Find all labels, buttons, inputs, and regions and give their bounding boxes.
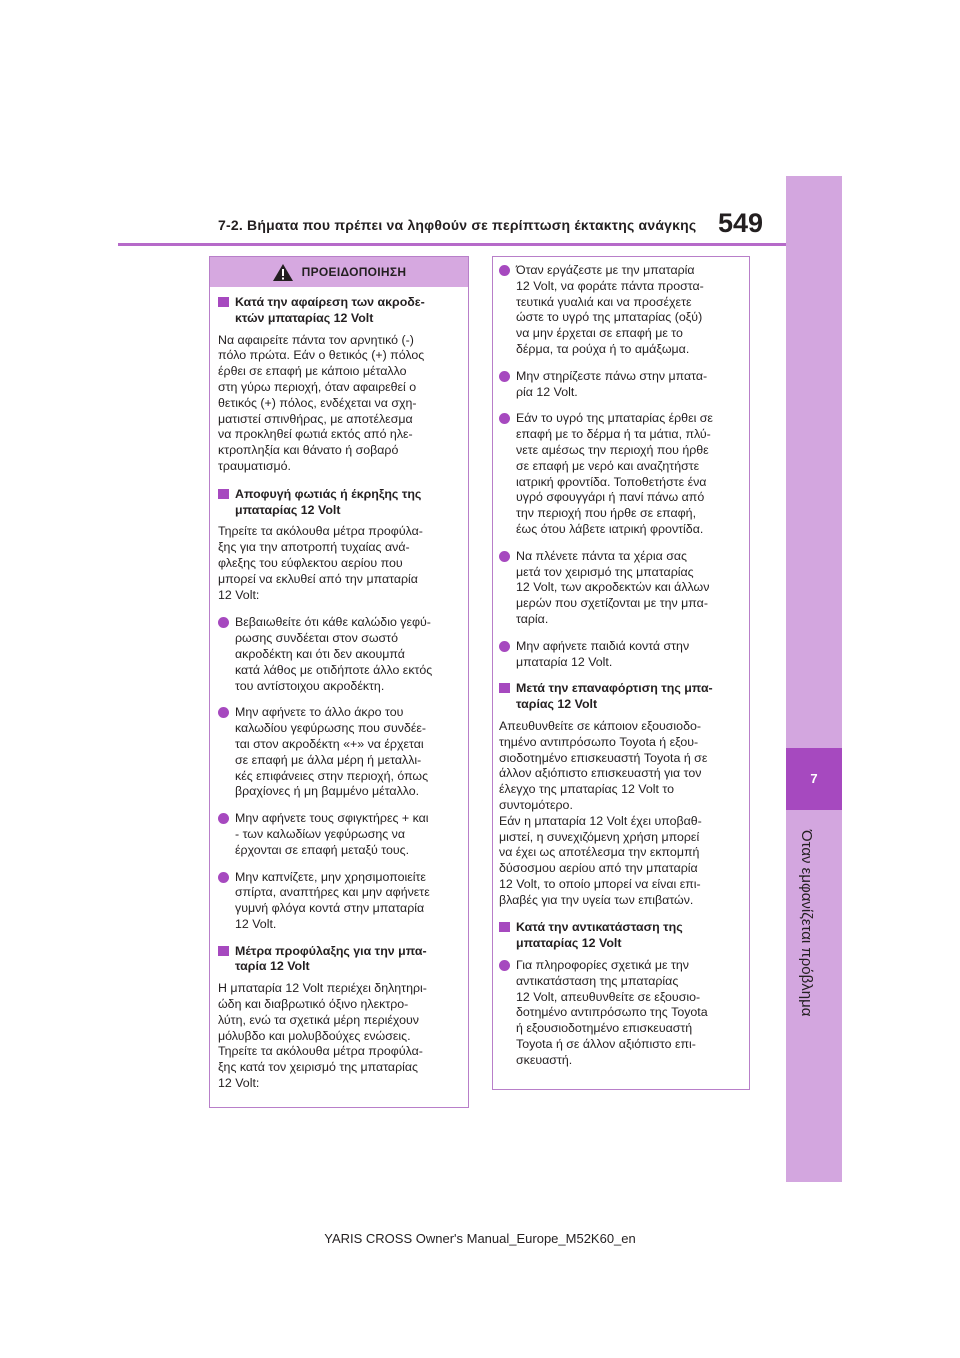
subheading-text: Αποφυγή φωτιάς ή έκρηξης της μπαταρίας 12 Volt [235,486,422,517]
circle-bullet-icon [218,872,229,883]
circle-bullet-icon [499,551,510,562]
subheading-text: Μέτρα προφύλαξης για την μπα- ταρία 12 Volt [235,943,427,974]
list-item [499,549,743,628]
list-item-text: Όταν εργάζεστε με την μπαταρία 12 Volt, να φοράτε πάντα προστα- τευτικά γυαλιά και να προσέχετε ώστε το υγρό της μπαταρίας (οξύ) να μην έρχεται σε επαφή με το δέρμα, τα ρούχα ή το αμάξωμα. [516,263,704,356]
subheading-text: Κατά την αντικατάσταση της μπαταρίας 12 Volt [516,920,683,951]
list-item [499,639,743,671]
paragraph: Τηρείτε τα ακόλουθα μέτρα προφύλα- ξης για την αποτροπή τυχαίας ανά- φλεξης του εύφλεκτου αερίου που μπορεί να εκλυθεί από την μπαταρία 12 Volt: [218,524,423,602]
warning-box-right [492,256,750,1090]
list-item-text: Για πληροφορίες σχετικά με την αντικατάσταση της μπαταρίας 12 Volt, απευθυνθείτε σε εξουσιο- δοτημένο αντιπρόσωπο της Toyota ή εξουσιοδοτημένο επισκευαστή Toyota ή σε άλλον αξιόπιστο επι- σκευαστή. [516,958,708,1067]
list-item [499,411,743,537]
paragraph: Να αφαιρείτε πάντα τον αρνητικό (-) πόλο πρώτα. Εάν ο θετικός (+) πόλος έρθει σε επαφή με κάποιο μέταλλο στη γύρω περιοχή, όταν αφαιρεθεί ο θετικός (+) πόλος, ενδέχεται να σχη- ματιστεί σπινθήρας, με αποτέλεσμα να προκληθεί φωτιά εκτός από ηλε- κτροπληξία και θάνατο ή σοβαρό τραυματισμό. [218,332,425,473]
square-bullet-icon [499,922,510,932]
page-number: 549 [718,208,764,238]
circle-bullet-icon [499,371,510,382]
warning-triangle-icon [272,263,294,282]
subheading [218,487,460,519]
warning-box-left [209,256,469,1108]
section-title: 7-2. Βήματα που πρέπει να ληφθούν σε περίπτωση έκτακτης ανάγκης [218,217,697,233]
circle-bullet-icon [218,617,229,628]
chapter-side-tab [786,176,842,1182]
chapter-number: 7 [786,748,842,810]
list-item [218,811,460,858]
paragraph: Η μπαταρία 12 Volt περιέχει δηλητηρι- ώδη και διαβρωτικό όξινο ηλεκτρο- λύτη, ενώ τα σχετικά μέρη περιέχουν μόλυβδο και μολυβδούχες ενώσεις. Τηρείτε τα ακόλουθα μέτρα προφύλα- ξης κατά τον χειρισμό της μπαταρίας 12 Volt: [218,981,427,1091]
circle-bullet-icon [218,707,229,718]
subheading-text: Μετά την επαναφόρτιση της μπα- ταρίας 12 Volt [516,681,713,712]
list-item-text: Μην καπνίζετε, μην χρησιμοποιείτε σπίρτα, αναπτήρες και μην αφήνετε γυμνή φλόγα κοντά στην μπαταρία 12 Volt. [235,869,430,931]
subheading [499,920,743,952]
list-item [218,615,460,694]
footer-manual-id: YARIS CROSS Owner's Manual_Europe_M52K60_en [324,1231,636,1246]
list-item [499,369,743,401]
list-item [218,870,460,933]
chapter-title: Όταν εμφανίζεται πρόβλημα [798,830,815,1017]
list-item-text: Να πλένετε πάντα τα χέρια σας μετά τον χειρισμό της μπαταρίας 12 Volt, των ακροδεκτών και άλλων μερών που σχετίζονται με την μπα- ταρία. [516,548,710,626]
circle-bullet-icon [499,641,510,652]
subheading [218,295,460,327]
list-item-text: Μην αφήνετε τους σφιγκτήρες + και - των καλωδίων γεφύρωσης να έρχονται σε επαφή μεταξύ τους. [235,811,429,857]
list-item-text: Μην αφήνετε παιδιά κοντά στην μπαταρία 12 Volt. [516,638,690,669]
list-item-text: Βεβαιωθείτε ότι κάθε καλώδιο γεφύ- ρωσης συνδέεται στον σωστό ακροδέκτη και ότι δεν ακουμπά κατά λάθος με οτιδήποτε άλλο εκτός του αντίστοιχου ακροδέκτη. [235,615,433,693]
warning-header [210,257,468,287]
header-divider [118,243,786,246]
circle-bullet-icon [499,265,510,276]
list-item [499,958,743,1069]
list-item-text: Μην στηρίζεστε πάνω στην μπατα- ρία 12 Volt. [516,368,708,399]
square-bullet-icon [499,683,510,693]
square-bullet-icon [218,297,229,307]
square-bullet-icon [218,946,229,956]
square-bullet-icon [218,489,229,499]
list-item [218,705,460,800]
subheading [218,944,460,976]
paragraph: Απευθυνθείτε σε κάποιον εξουσιοδο- τημένο αντιπρόσωπο Toyota ή εξου- σιοδοτημένο επισκευαστή Toyota ή σε άλλον αξιόπιστο επισκευαστή για τον έλεγχο της μπαταρίας 12 Volt το συντομότερο. Εάν η μπαταρία 12 Volt έχει υποβαθ- μιστεί, η συνεχιζόμενη χρήση μπορεί να έχει ως αποτέλεσμα την εκπομπή δύσοσμου αερίου από την μπαταρία 12 Volt, το οποίο μπορεί να είναι επι- βλαβές για την υγεία των επιβατών. [499,718,708,907]
circle-bullet-icon [499,413,510,424]
list-item [499,263,743,358]
list-item-text: Μην αφήνετε το άλλο άκρο του καλωδίου γεφύρωσης που συνδέε- ται στον ακροδέκτη «+» να έρχεται σε επαφή με άλλα μέρη ή μεταλλι- κές επιφάνειες στην περιοχή, όπως βραχίονες ή μη βαμμένο μέταλλο. [235,705,429,799]
warning-label: ΠΡΟΕΙΔΟΠΟΙΗΣΗ [301,265,407,279]
subheading [499,681,743,713]
circle-bullet-icon [499,960,510,971]
circle-bullet-icon [218,813,229,824]
list-item-text: Εάν το υγρό της μπαταρίας έρθει σε επαφή με το δέρμα ή τα μάτια, πλύ- νετε αμέσως την περιοχή που ήρθε σε επαφή με νερό και αναζητήστε ιατρική φροντίδα. Τοποθετήστε ένα υγρό σφουγγάρι ή πανί πάνω από την περιοχή που ήρθε σε επαφή, έως ότου λάβετε ιατρική φροντίδα. [516,411,713,536]
subheading-text: Κατά την αφαίρεση των ακροδε- κτών μπαταρίας 12 Volt [235,295,425,325]
